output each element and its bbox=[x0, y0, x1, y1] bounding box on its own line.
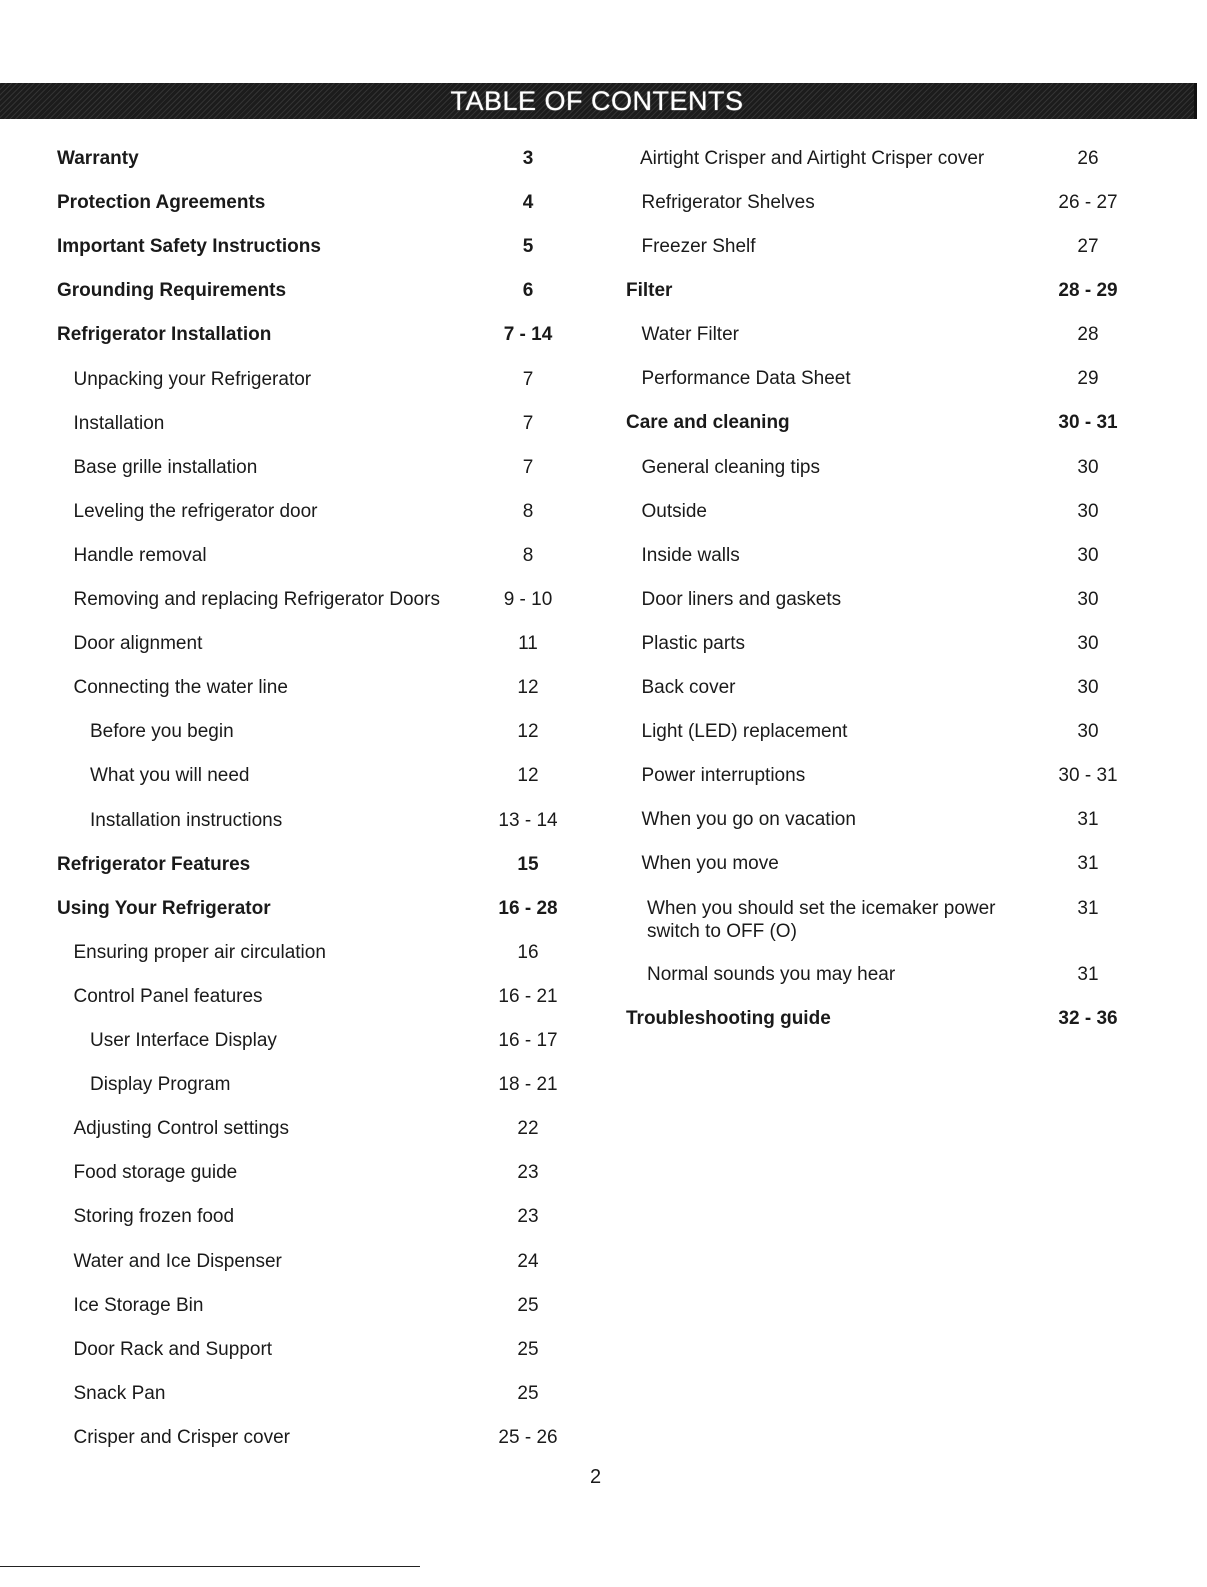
page-number: 2 bbox=[590, 1466, 602, 1488]
toc-entry-label: Care and cleaning bbox=[626, 412, 790, 433]
toc-entry-pages: 25 - 26 bbox=[498, 1426, 558, 1448]
toc-entry-pages: 12 bbox=[517, 721, 539, 743]
toc-entry-label: Before you begin bbox=[90, 721, 234, 743]
toc-title: TABLE OF CONTENTS bbox=[450, 86, 744, 116]
toc-entry-label: Plastic parts bbox=[641, 633, 745, 654]
toc-entry-pages: 16 - 21 bbox=[498, 985, 558, 1007]
toc-entry-label: Power interruptions bbox=[641, 765, 806, 786]
toc-entry-label: Warranty bbox=[57, 148, 139, 169]
toc-entry-pages: 30 bbox=[1077, 545, 1099, 566]
toc-entry-pages: 6 bbox=[522, 280, 534, 302]
toc-entry-label: Leveling the refrigerator door bbox=[73, 500, 318, 522]
toc-entry-pages: 18 - 21 bbox=[498, 1074, 558, 1096]
toc-entry-label: Outside bbox=[641, 501, 707, 522]
toc-entry-label: Crisper and Crisper cover bbox=[73, 1426, 290, 1448]
toc-entry-label: Refrigerator Shelves bbox=[641, 192, 815, 213]
toc-entry-label: Airtight Crisper and Airtight Crisper cover bbox=[640, 148, 985, 169]
toc-entry-pages: 25 bbox=[517, 1338, 539, 1360]
toc-entry-label: Freezer Shelf bbox=[641, 236, 756, 257]
toc-entry-label: Filter bbox=[626, 280, 673, 301]
toc-entry-pages: 30 bbox=[1077, 721, 1099, 742]
toc-entry-pages: 22 bbox=[517, 1118, 539, 1140]
toc-entry-pages: 7 bbox=[522, 412, 534, 434]
toc-entry-pages: 16 - 28 bbox=[498, 897, 558, 919]
toc-entry-pages: 32 - 36 bbox=[1058, 1008, 1118, 1029]
toc-entry-pages: 16 bbox=[517, 941, 539, 963]
toc-entry-label: Using Your Refrigerator bbox=[57, 897, 271, 919]
toc-entry-pages: 13 - 14 bbox=[498, 809, 558, 831]
toc-entry-label: Adjusting Control settings bbox=[73, 1118, 289, 1140]
toc-entry-pages: 31 bbox=[1077, 964, 1099, 985]
toc-entry-pages: 5 bbox=[522, 236, 534, 258]
toc-entry-label: Back cover bbox=[641, 677, 736, 698]
toc-entry-label: Installation bbox=[73, 412, 165, 434]
toc-entry-pages: 7 - 14 bbox=[503, 324, 553, 346]
toc-entry-label: Snack Pan bbox=[73, 1382, 166, 1404]
toc-entry-label: Installation instructions bbox=[90, 809, 283, 831]
footer-divider bbox=[0, 1566, 420, 1567]
toc-entry-label: Inside walls bbox=[641, 545, 740, 566]
toc-entry-pages: 25 bbox=[517, 1294, 539, 1316]
toc-entry-pages: 12 bbox=[517, 765, 539, 787]
toc-entry-pages: 31 bbox=[1077, 853, 1099, 874]
toc-entry-pages: 30 - 31 bbox=[1058, 765, 1118, 786]
toc-entry-pages: 26 - 27 bbox=[1058, 192, 1118, 213]
toc-entry-pages: 7 bbox=[522, 368, 534, 390]
toc-entry-label: When you should set the icemaker power switch to OFF (O) bbox=[647, 898, 996, 942]
toc-entry-label: Grounding Requirements bbox=[57, 280, 287, 302]
toc-entry-label: Ice Storage Bin bbox=[73, 1294, 204, 1316]
toc-entry-label: Display Program bbox=[90, 1074, 231, 1096]
toc-entry-label: Handle removal bbox=[73, 544, 207, 566]
toc-entry-pages: 23 bbox=[517, 1206, 539, 1228]
toc-entry-pages: 29 bbox=[1077, 368, 1099, 389]
toc-entry-pages: 12 bbox=[517, 677, 539, 699]
toc-entry-pages: 28 - 29 bbox=[1058, 280, 1118, 301]
toc-entry-pages: 7 bbox=[522, 456, 534, 478]
toc-entry-pages: 16 - 17 bbox=[498, 1030, 558, 1051]
toc-entry-label: General cleaning tips bbox=[641, 457, 820, 478]
toc-entry-label: Unpacking your Refrigerator bbox=[73, 368, 312, 390]
toc-entry-label: User Interface Display bbox=[90, 1030, 277, 1051]
toc-entry-pages: 30 bbox=[1077, 457, 1099, 478]
toc-entry-pages: 11 bbox=[518, 633, 538, 655]
toc-entry-label: Water Filter bbox=[641, 324, 739, 345]
toc-entry-pages: 4 bbox=[522, 192, 534, 214]
toc-entry-label: Ensuring proper air circulation bbox=[73, 941, 326, 963]
toc-entry-label: Refrigerator Features bbox=[57, 853, 251, 875]
toc-entry-pages: 31 bbox=[1077, 898, 1099, 919]
toc-entry-label: When you move bbox=[641, 853, 779, 874]
toc-entry-pages: 28 bbox=[1077, 324, 1099, 345]
toc-entry-pages: 27 bbox=[1077, 236, 1099, 257]
toc-entry-label: Food storage guide bbox=[73, 1162, 238, 1184]
toc-entry-label: What you will need bbox=[90, 765, 250, 787]
toc-entry-pages: 31 bbox=[1077, 809, 1099, 830]
toc-entry-label: Connecting the water line bbox=[73, 677, 288, 699]
toc-entry-label: Light (LED) replacement bbox=[641, 721, 848, 742]
toc-entry-pages: 30 bbox=[1077, 633, 1099, 654]
toc-entry-pages: 8 bbox=[522, 500, 534, 522]
toc-entry-pages: 3 bbox=[522, 148, 534, 169]
toc-entry-pages: 8 bbox=[522, 544, 534, 566]
toc-entry-pages: 23 bbox=[517, 1162, 539, 1184]
toc-entry-label: When you go on vacation bbox=[641, 809, 856, 830]
toc-entry-label: Storing frozen food bbox=[73, 1206, 235, 1228]
toc-entry-pages: 15 bbox=[517, 853, 539, 875]
toc-entry-label: Important Safety Instructions bbox=[57, 236, 321, 258]
toc-entry-pages: 9 - 10 bbox=[503, 589, 553, 610]
toc-entry-label: Protection Agreements bbox=[57, 192, 266, 214]
toc-entry-label: Normal sounds you may hear bbox=[647, 964, 896, 985]
toc-entry-label: Door alignment bbox=[73, 633, 203, 655]
toc-entry-pages: 26 bbox=[1077, 148, 1099, 169]
toc-banner bbox=[0, 83, 1197, 119]
toc-entry-label: Door Rack and Support bbox=[73, 1338, 273, 1360]
toc-entry-pages: 25 bbox=[517, 1382, 539, 1404]
toc-entry-label: Water and Ice Dispenser bbox=[73, 1250, 282, 1272]
toc-entry-pages: 30 bbox=[1077, 677, 1099, 698]
toc-entry-label: Control Panel features bbox=[73, 985, 263, 1007]
toc-entry-label: Door liners and gaskets bbox=[641, 589, 842, 610]
toc-entry-label: Troubleshooting guide bbox=[626, 1008, 831, 1029]
toc-entry-label: Refrigerator Installation bbox=[57, 324, 272, 346]
toc-entry-pages: 30 bbox=[1077, 589, 1099, 610]
toc-entry-label: Performance Data Sheet bbox=[641, 368, 851, 389]
toc-entry-label: Base grille installation bbox=[73, 456, 258, 478]
toc-entry-label: Removing and replacing Refrigerator Doors bbox=[73, 589, 440, 610]
toc-entry-pages: 30 - 31 bbox=[1058, 412, 1118, 433]
toc-entry-pages: 30 bbox=[1077, 501, 1099, 522]
toc-entry-pages: 24 bbox=[517, 1250, 539, 1272]
